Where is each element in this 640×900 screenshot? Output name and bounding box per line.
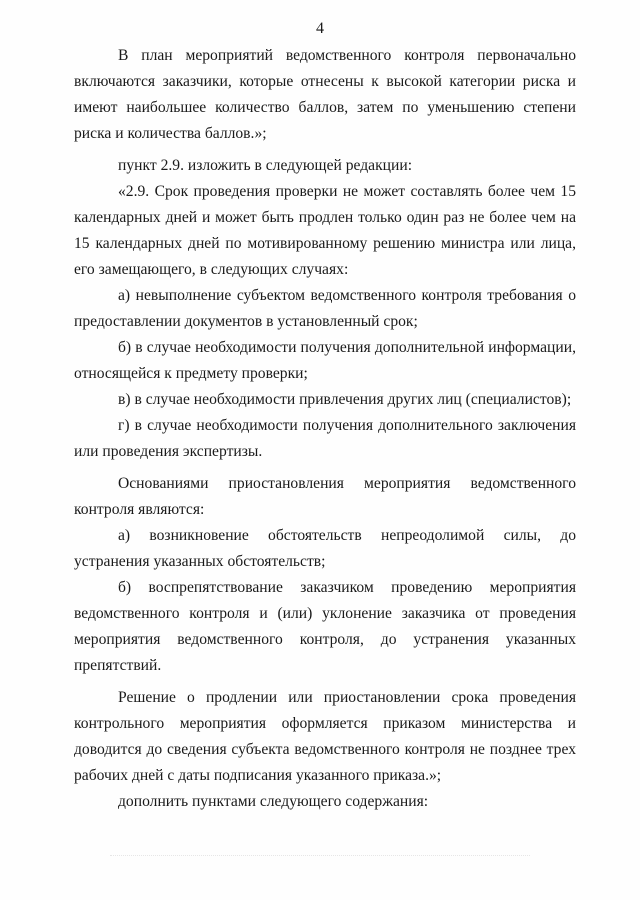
list-item-b-information: б) в случае необходимости получения дополнительной информации, относящейся к предмету проверки; — [74, 339, 576, 382]
document-body — [74, 43, 576, 815]
paragraph-suspension-grounds: Основаниями приостановления мероприятия ведомственного контроля являются: — [74, 475, 576, 518]
paragraph-plan-inclusion: В план мероприятий ведомственного контроля первоначально включаются заказчики, которые отнесены к высокой категории риска и имеют наибольшее количество баллов, затем по уменьшению степени риска и количества баллов.»; — [74, 47, 576, 142]
scan-artifact — [110, 855, 530, 858]
list-item-a-force-majeure: а) возникновение обстоятельств непреодолимой силы, до устранения указанных обстоятельств; — [74, 527, 576, 570]
list-item-b-obstruction: б) воспрепятствование заказчиком проведению мероприятия ведомственного контроля и (или) уклонение заказчика от проведения мероприятия ведомственного контроля, до устранения указанных препятствий. — [74, 579, 576, 674]
list-item-g-expertise: г) в случае необходимости получения дополнительного заключения или проведения экспертизы. — [74, 417, 576, 460]
paragraph-supplement-clauses: дополнить пунктами следующего содержания: — [118, 793, 429, 810]
paragraph-decision-order: Решение о продлении или приостановлении срока проведения контрольного мероприятия оформляется приказом министерства и доводится до сведения субъекта ведомственного контроля не позднее трех рабочих дней с даты подписания указанного приказа.»; — [74, 689, 576, 784]
list-item-v-specialists: в) в случае необходимости привлечения других лиц (специалистов); — [118, 391, 572, 408]
page-number: 4 — [316, 20, 324, 37]
paragraph-clause-2-9-text: «2.9. Срок проведения проверки не может составлять более чем 15 календарных дней и может быть продлен только один раз не более чем на 15 календарных дней по мотивированному решению министра или лица, его замещающего, в следующих случаях: — [74, 183, 576, 278]
list-item-a-documents: а) невыполнение субъектом ведомственного контроля требования о предоставлении документов в установленный срок; — [74, 287, 576, 330]
paragraph-clause-2-9-intro: пункт 2.9. изложить в следующей редакции: — [118, 157, 413, 174]
